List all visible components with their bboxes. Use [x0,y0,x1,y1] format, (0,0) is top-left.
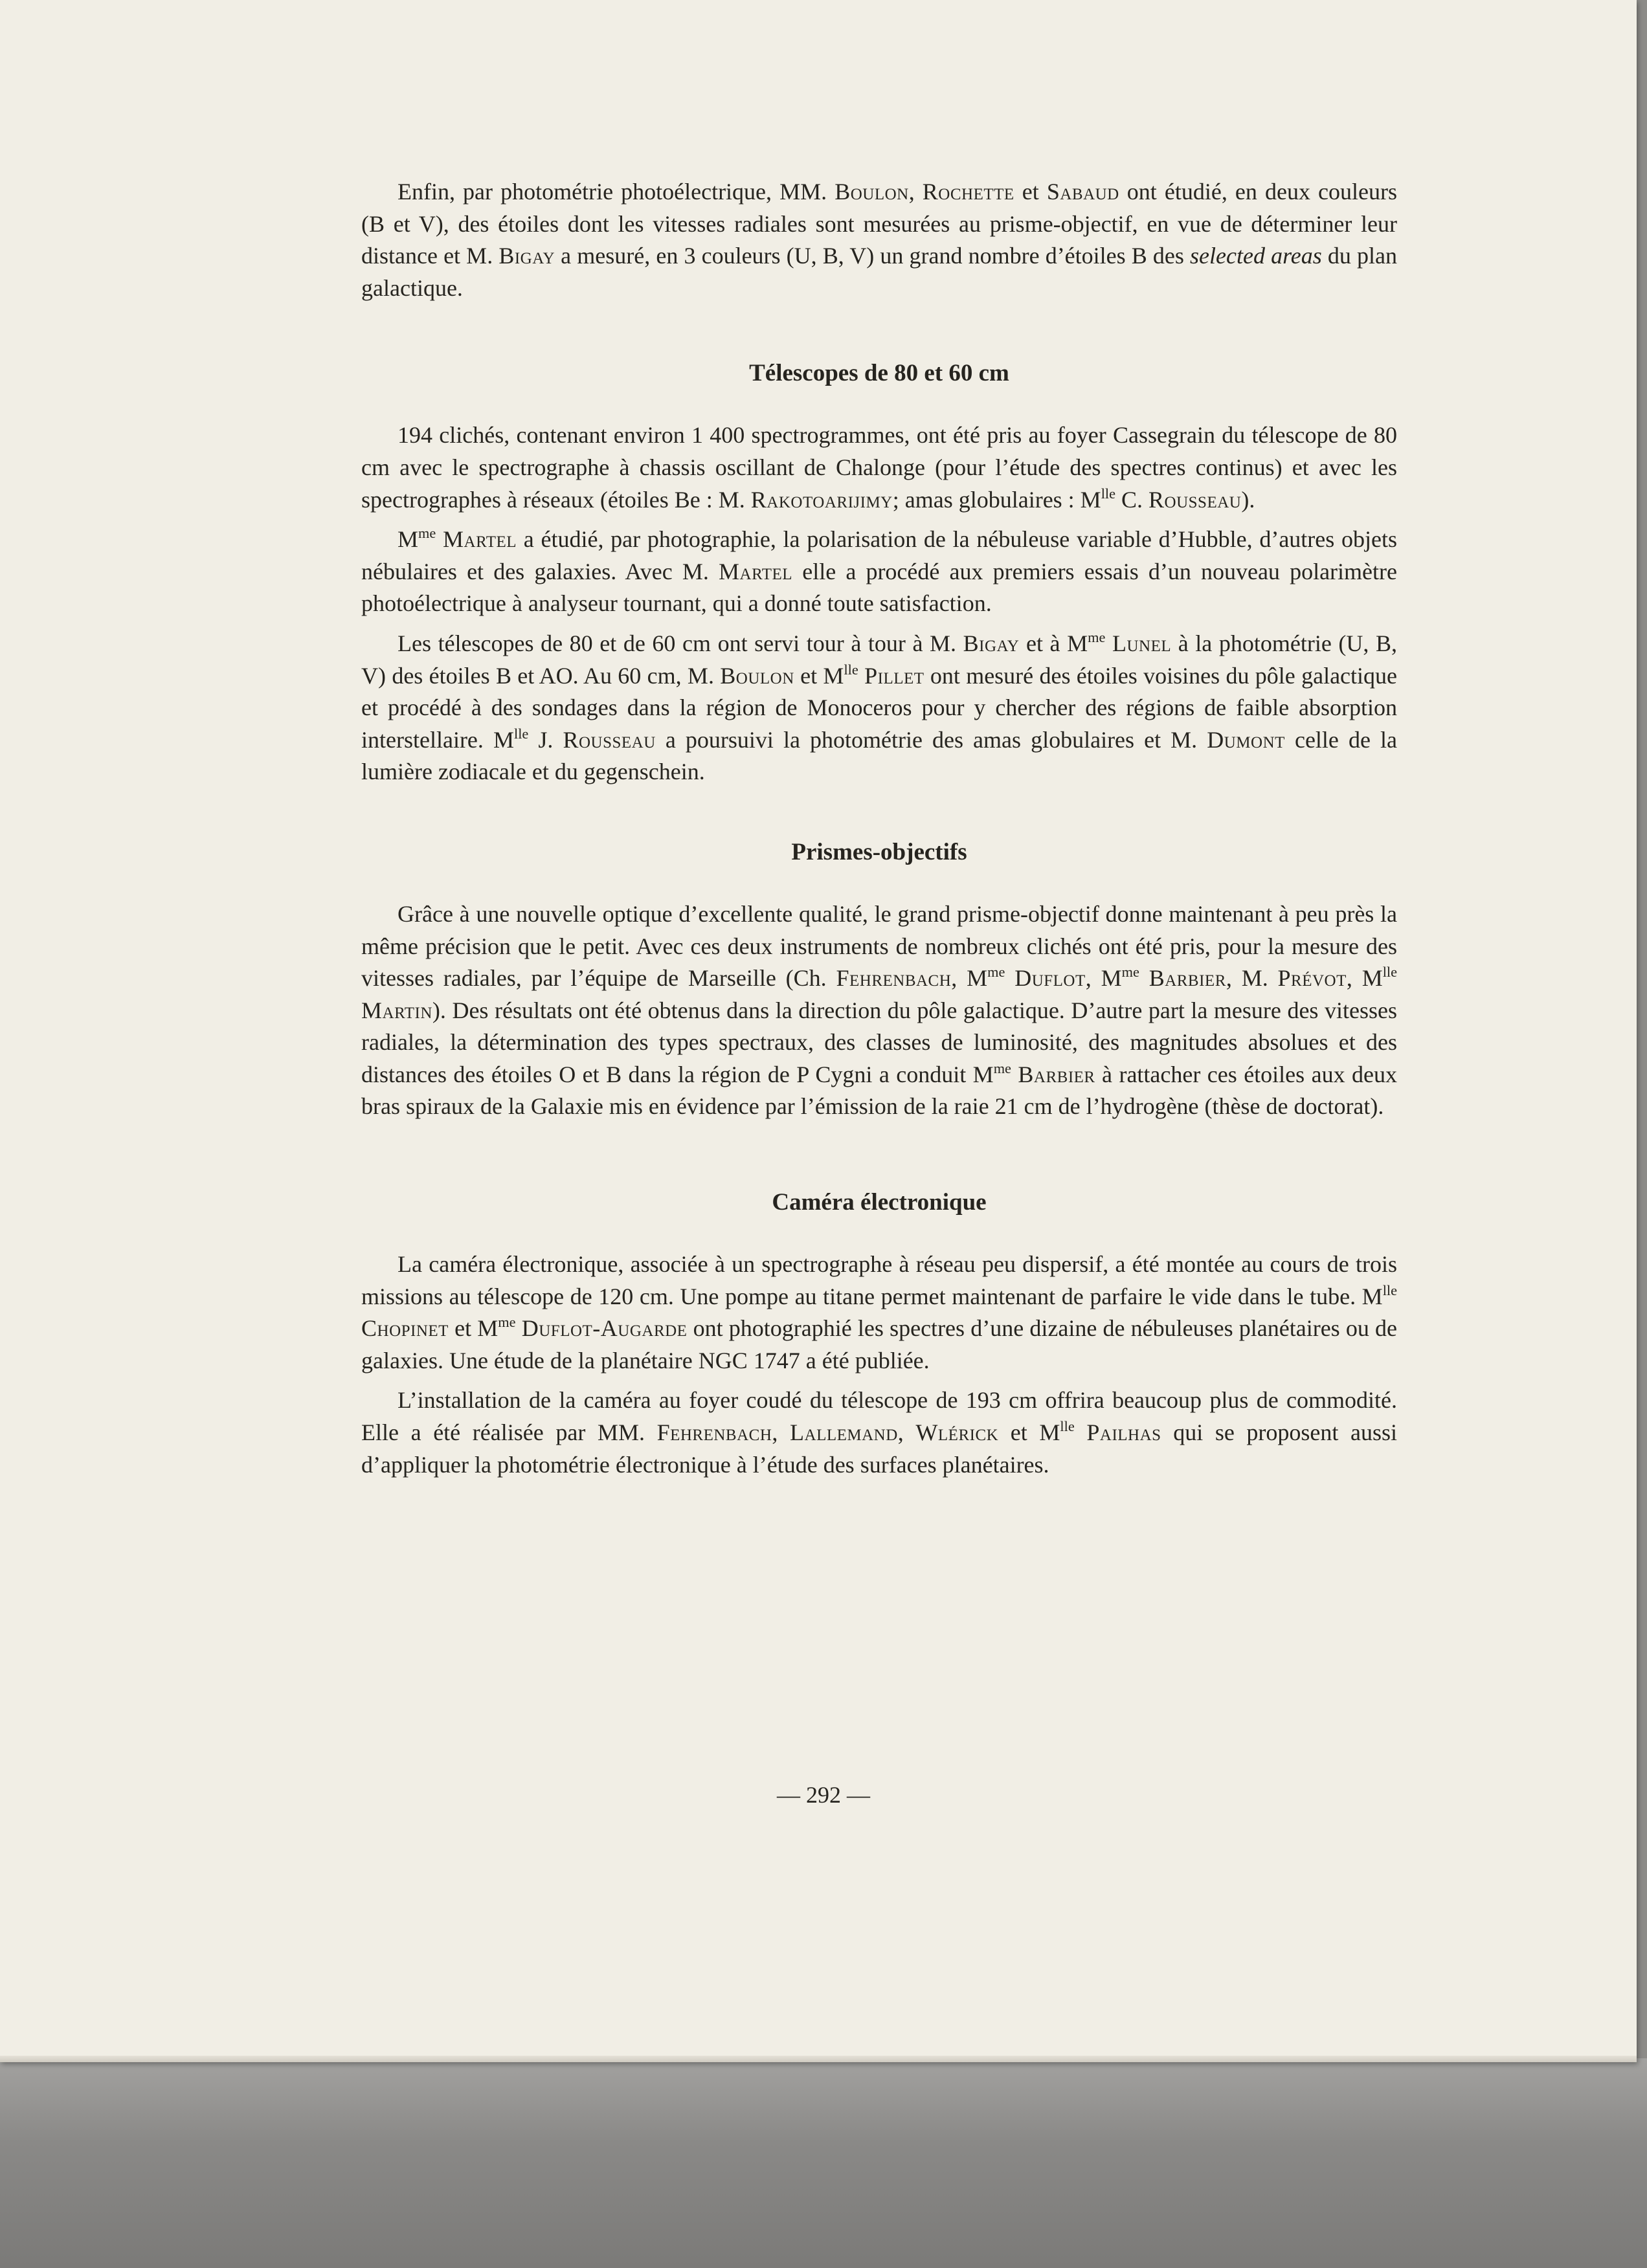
text-run: et [1014,179,1047,205]
person-name: Boulon [835,179,909,205]
text-run [1105,630,1112,656]
person-name: Martel [719,558,793,584]
person-name: Rakotoarijimy [750,486,893,513]
person-name: Wlérick [915,1419,999,1446]
text-run: à la photométrie (U, B, V) des étoiles B et AO. Au 60 cm, M. [361,630,1397,689]
text-run: et M [448,1315,499,1342]
text-run: et M [794,662,844,689]
text-run: a poursuivi la photométrie des amas globulaires et M. [655,726,1207,753]
text-run [516,1315,522,1341]
text-run: Enfin, par photométrie photoélectrique, MM. [398,179,835,205]
text-run: , M. [1226,965,1278,992]
person-name: Duflot [1014,965,1086,992]
heading-camera-electronique: Caméra électronique [772,1189,987,1216]
paragraph-camera [361,1249,1397,1377]
text-run: celle de la lumière zodiacale et du gegenschein. [361,726,1397,785]
title-superscript: me [498,1314,516,1331]
text-run: ). Des résultats ont été obtenus dans la direction du pôle galactique. D’autre part la mesure des vitesses radiales, la détermination des types spectraux, des classes de luminosité, des magnitudes absolues et des distances des étoiles O et B dans la région de P Cygni a conduit M [361,997,1397,1087]
title-superscript: me [1121,964,1139,981]
person-name: Sabaud [1046,179,1119,205]
text-run: La caméra électronique, associée à un spectrographe à réseau peu dispersif, a été montée au cours de trois missions au télescope de 120 cm. Une pompe au titane permet maintenant de parfaire le vide dans le tube. M [361,1251,1397,1309]
text-run: , M [951,965,988,992]
text-run [436,526,443,552]
text-run: , [897,1419,916,1446]
heading-prismes-objectifs: Prismes-objectifs [791,838,967,865]
scanner-background [0,2058,1647,2268]
person-name: Pillet [864,662,924,689]
page-bottom-edge [0,2056,1637,2062]
text-run: et M [998,1419,1060,1446]
title-superscript: lle [1382,964,1398,981]
title-superscript: lle [1060,1418,1075,1435]
text-run: C. [1115,486,1149,513]
title-superscript: me [1088,629,1106,646]
text-run: à rattacher ces étoiles aux deux bras spiraux de la Galaxie mis en évidence par l’émission de la raie 21 cm de l’hydrogène (thèse de doctorat). [361,1061,1398,1120]
italic-term: selected areas [1190,243,1322,269]
person-name: Barbier [1148,965,1226,992]
person-name: Rochette [922,179,1014,205]
text-run: M [398,526,419,553]
text-run: et à M [1019,630,1088,656]
text-run: , M [1346,965,1383,992]
text-run: elle a procédé aux premiers essais d’un nouveau polarimètre photoélectrique à analyseur tournant, qui a donné toute satisfaction. [361,558,1397,617]
text-run: ; amas globulaires : M [892,486,1101,513]
paragraph-installation [361,1384,1397,1481]
person-name: Lallemand [790,1419,898,1446]
page-number: — 292 — [777,1782,870,1808]
text-run: a mesuré, en 3 couleurs (U, B, V) un grand nombre d’étoiles B des [555,243,1191,269]
text-run: , [908,179,923,205]
text-run [1139,965,1149,991]
text-run: , M [1085,965,1122,992]
person-name: Boulon [720,662,794,689]
text-run: ont étudié, en deux couleurs (B et V), des étoiles dont les vitesses radiales sont mesurées au prisme-objectif, en vue de déterminer leur distance et M. [361,179,1397,269]
text-run: du plan galactique. [361,243,1397,301]
person-name: Martel [443,526,517,553]
person-name: Bigay [499,243,555,269]
text-run: , [772,1419,790,1446]
text-run: 194 clichés, contenant environ 1 400 spectrogrammes, ont été pris au foyer Cassegrain du télescope de 80 cm avec le spectrographe à chassis oscillant de Chalonge (pour l’étude des spectres continus) et avec les spectrographes à réseaux (étoiles Be : M. [361,422,1397,513]
text-run: Les télescopes de 80 et de 60 cm ont servi tour à tour à M. [398,630,963,656]
title-superscript: lle [1101,485,1116,502]
person-name: Rousseau [563,726,656,753]
person-name: Dumont [1207,726,1285,753]
person-name: Fehrenbach [656,1419,772,1446]
text-run: L’installation de la caméra au foyer coudé du télescope de 193 cm offrira beaucoup plus de commodité. Elle a été réalisée par MM. [361,1387,1397,1446]
title-superscript: me [418,525,436,542]
title-superscript: me [987,964,1005,981]
text-run: a étudié, par photographie, la polarisation de la nébuleuse variable d’Hubble, d’autres objets nébulaires et des galaxies. Avec M. [361,526,1398,584]
paragraph-telescopes-usage [361,628,1397,788]
title-superscript: lle [844,661,858,678]
title-superscript: me [993,1060,1011,1077]
paragraph-photometry [361,176,1397,304]
text-run: ). [1241,486,1255,513]
person-name: Chopinet [361,1315,449,1342]
title-superscript: lle [514,725,529,742]
person-name: Prévot [1277,965,1347,992]
text-run: ont photographié les spectres d’une dizaine de nébuleuses planétaires ou de galaxies. Une étude de la planétaire NGC 1747 a été publiée. [361,1315,1398,1373]
text-run: ont mesuré des étoiles voisines du pôle galactique et procédé à des sondages dans la région de Monoceros pour y chercher des régions de faible absorption interstellaire. M [361,662,1398,753]
paragraph-polarisation [361,524,1397,620]
person-name: Barbier [1018,1061,1095,1087]
person-name: Pailhas [1086,1419,1161,1446]
person-name: Rousseau [1148,486,1242,513]
paragraph-prisme-objectif [361,898,1397,1123]
title-superscript: lle [1382,1282,1397,1298]
text-run: qui se proposent aussi d’appliquer la photométrie électronique à l’étude des surfaces planétaires. [361,1419,1398,1478]
text-run [1075,1419,1087,1445]
text-run [1011,1062,1018,1087]
person-name: Martin [361,997,432,1023]
person-name: Duflot-Augarde [521,1315,688,1342]
person-name: Bigay [963,630,1020,656]
person-name: Fehrenbach [836,965,952,992]
text-run: Grâce à une nouvelle optique d’excellente qualité, le grand prisme-objectif donne maintenant à peu près la même précision que le petit. Avec ces deux instruments de nombreux clichés ont été pris, pour la mesure des vitesses radiales, par l’équipe de Marseille (Ch. [361,900,1397,992]
text-run [1005,965,1014,991]
text-column [361,176,1397,1489]
heading-telescopes: Télescopes de 80 et 60 cm [749,360,1009,387]
person-name: Lunel [1112,630,1172,656]
text-run: J. [528,726,563,753]
text-run [858,663,864,689]
paragraph-cliches [361,419,1397,516]
